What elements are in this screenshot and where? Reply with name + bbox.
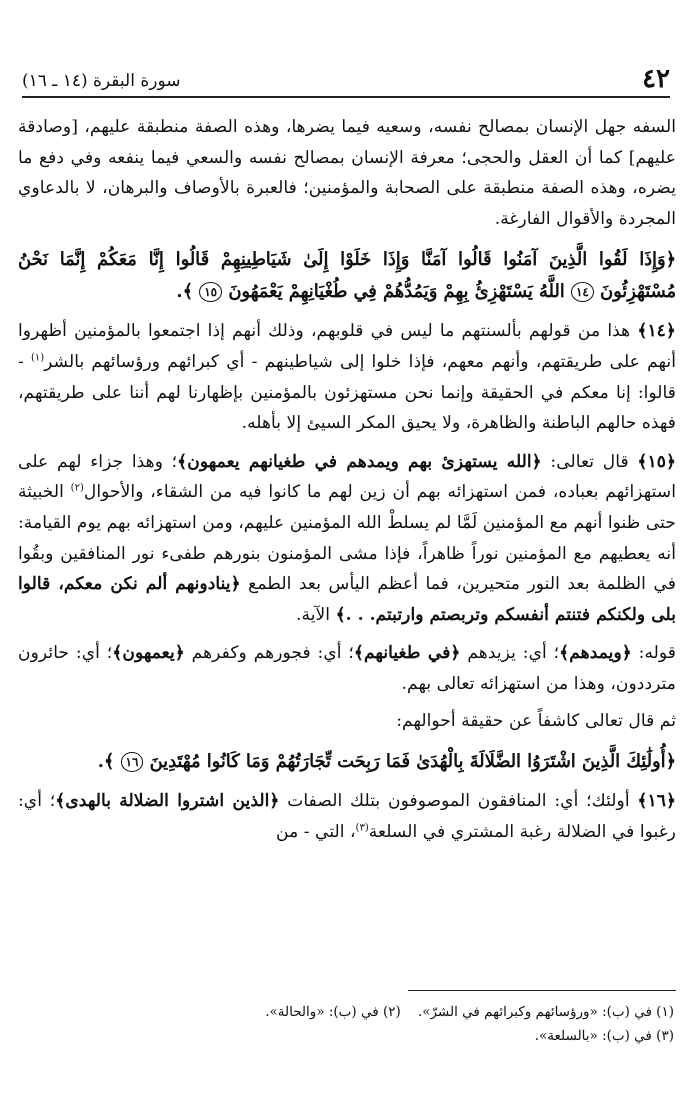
word-yamudduhum: ﴿ويمدهم﴾: [559, 643, 632, 664]
verse-16-text: ﴿أُولَٰئِكَ الَّذِينَ اشْتَرَوُا الضَّلَالَةَ بِالْهُدَىٰ فَمَا رَبِحَت تِّجَارَتُهُمْ وَمَا كَانُوا مُهْتَدِينَ: [149, 751, 676, 773]
verse-close-bracket: ﴾.: [176, 281, 194, 303]
explanation-text-d: ؛ أي: حائرون مترددون، وهذا من استهزائه تعالى بهم.: [18, 643, 676, 694]
word-tughyanihim: ﴿في طغيانهم﴾: [353, 643, 461, 664]
footnote-ref-1[interactable]: (١): [30, 352, 45, 364]
paragraph-14-text-b: - قالوا: إنا معكم في الحقيقة وإنما نحن مستهزئون بالمؤمنين بإظهارنا لهم أننا على طريقتهم، فهذه حالهم الباطنة والظاهرة، ولا يحيق المكر السيئ إلا بأهله.: [18, 351, 676, 434]
paragraph-intro: السفه جهل الإنسان بمصالح نفسه، وسعيه فيما يضرها، وهذه الصفة منطبقة عليهم، [وصادقة عليهم] كما أن العقل والحجى؛ معرفة الإنسان بمصالح نفسه والسعي فيما ينفعه وفي دفع ما يضره، وهذه الصفة منطبقة على الصحابة والمؤمنين؛ فالعبرة بالأوصاف والبرهان، لا بالدعاوي المجردة والأقوال الفارغة.: [18, 117, 676, 229]
footnote-ref-2[interactable]: (٢): [70, 482, 84, 494]
quran-verse-16: [18, 746, 676, 778]
verse-number-14: ١٤: [571, 282, 594, 302]
paragraph-15-text-b: ؛ وهذا جزاء لهم على استهزائهم بعباده، فمن استهزائه بهم أن زين لهم ما كانوا فيه من الشقاء، والأحوال: [18, 451, 676, 503]
verse-14-text: ﴿وَإِذَا لَقُوا الَّذِينَ آمَنُوا قَالُوا آمَنَّا وَإِذَا خَلَوْا إِلَىٰ شَيَاطِينِهِمْ قَالُوا إِنَّا مَعَكُمْ إِنَّمَا نَحْنُ مُسْتَهْزِئُونَ: [18, 249, 676, 303]
verse-marker-14: ﴿١٤﴾: [637, 321, 676, 342]
verse-16-close-bracket: ﴾.: [97, 751, 115, 773]
quran-verse-14-15: [18, 244, 676, 308]
verse-quote-15: ﴿الله يستهزئ بهم ويمدهم في طغيانهم يعمهون﴾: [177, 451, 542, 472]
footnote-2: (٢) في (ب): «والحالة».: [265, 1004, 401, 1020]
paragraph-16-text-b: ؛ أي: رغبوا في الضلالة رغبة المشتري في السلعة: [18, 791, 676, 842]
footnote-1-and-2: [22, 1000, 674, 1024]
explanation-text-c: ؛ أي: فجورهم وكفرهم: [184, 643, 354, 664]
paragraph-15-text-c: الخبيثة حتى ظنوا أنهم مع المؤمنين لَمَّا لم يسلطْ الله المؤمنين عليهم، ومن استهزائه بهم يوم القيامة: أنه يعطيهم مع المؤمنين نوراً ظاهراً، فإذا مشى المؤمنون بنورهم طفىء نور المنافقين وبقُوا في الظلمة بعد النور متحيرين، فما أعظم اليأس بعد الطمع: [18, 482, 676, 595]
page-number: ٤٢: [642, 64, 670, 94]
paragraph-explanation: [18, 638, 676, 699]
paragraph-15-text-a: قال تعالى:: [541, 451, 629, 472]
paragraph-16-text-c: ، التي - من: [275, 821, 356, 842]
verse-quote-hadid: ﴿ينادونهم ألم نكن معكم، قالوا بلى ولكنكم فتنتم أنفسكم وتربصتم وارتبتم. . .﴾: [18, 574, 676, 625]
footnote-3: (٣) في (ب): «بالسلعة».: [534, 1028, 674, 1044]
paragraph-16-text-a: أولئك؛ أي: المنافقون الموصوفون بتلك الصفات: [279, 791, 638, 812]
verse-15-text: اللَّهُ يَسْتَهْزِئُ بِهِمْ وَيَمُدُّهُمْ فِي طُغْيَانِهِمْ يَعْمَهُونَ: [228, 281, 565, 303]
paragraph-transition: ثم قال تعالى كاشفاً عن حقيقة أحوالهم:: [396, 710, 676, 731]
paragraph-16: [18, 786, 676, 847]
word-yamahun: ﴿يعمهون﴾: [112, 643, 185, 664]
explanation-text-b: ؛ أي: يزيدهم: [460, 643, 560, 664]
page-header: [22, 60, 670, 98]
paragraph-15-text-d: الآية.: [296, 604, 336, 625]
verse-number-15: ١٥: [199, 282, 222, 302]
running-title: سورة البقرة (١٤ ـ ١٦): [22, 71, 181, 91]
verse-marker-16: ﴿١٦﴾: [637, 791, 677, 812]
verse-marker-15: ﴿١٥﴾: [637, 451, 677, 472]
footnote-divider: [408, 990, 676, 991]
paragraph-14: [18, 316, 676, 438]
footnote-1: (١) في (ب): «ورؤسائهم وكبرائهم في الشرّ».: [417, 1004, 674, 1020]
footnote-ref-3[interactable]: (٣): [355, 821, 369, 833]
paragraph-14-text-a: هذا من قولهم بألسنتهم ما ليس في قلوبهم، وذلك أنهم إذا اجتمعوا بالمؤمنين أظهروا أنهم على طريقتهم، وأنهم معهم، فإذا خلوا إلى شياطينهم - أي كبرائهم ورؤسائهم بالشر: [18, 321, 676, 372]
explanation-text-a: قوله:: [631, 643, 677, 664]
paragraph-15: [18, 447, 676, 631]
verse-number-16: ١٦: [121, 752, 144, 772]
page-body: [18, 112, 676, 847]
footnotes: [22, 1000, 674, 1048]
verse-quote-16: ﴿الذين اشتروا الضلالة بالهدى﴾: [55, 791, 280, 812]
